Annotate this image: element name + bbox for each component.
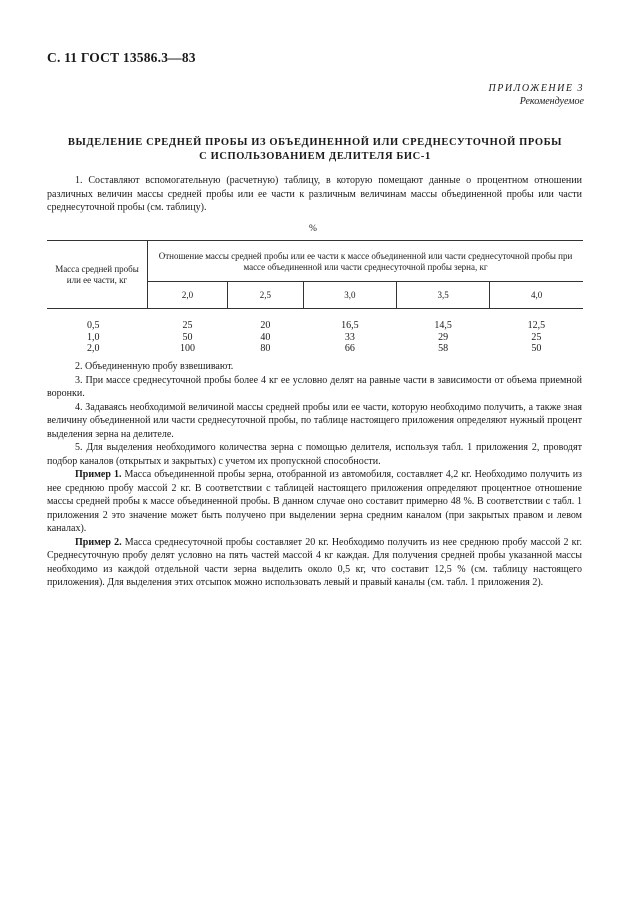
paragraph-1: 1. Составляют вспомогательную (расчетную) таблицу, в которую помещают данные о процентном отношении различных величин массы средней пробы или ее части к различным величинам массы объединенной пробы или части среднесуточной пробы (см. таблицу). [47,175,582,213]
values-cell [397,309,490,355]
values-cell [148,309,228,355]
mass-column-header: Масса средней пробы или ее части, кг [47,241,148,309]
example-1-text: Масса объединенной пробы зерна, отобранной из автомобиля, составляет 4,2 кг. Необходимо получить из нее среднюю пробу массой 2 кг. В соответствии с таблицей настоящего приложения определяют процентное отношение массы средней пробы к массе объединенной пробы. В данном случае оно составит примерно 48 %. В соответствии с табл. 1 приложения 2 это значение может быть получено при выделении зерна средним каналом (при закрытых правом и левом каналах). [47,469,582,534]
values-cell [490,309,583,355]
table-value: 25 [531,331,542,343]
column-header: 3,0 [303,282,396,309]
paragraph-2: 2. Объединенную пробу взвешивают. [75,361,234,372]
column-header: 2,0 [148,282,228,309]
title-line-1: ВЫДЕЛЕНИЕ СРЕДНЕЙ ПРОБЫ ИЗ ОБЪЕДИНЕННОЙ ИЛИ СРЕДНЕСУТОЧНОЙ ПРОБЫ [67,137,563,148]
table-value: 66 [344,343,355,354]
values-cell [227,309,303,355]
column-header: 2,5 [227,282,303,309]
mass-value: 1,0 [87,331,100,343]
mass-value: 2,0 [87,343,100,354]
paragraph-3: 3. При массе среднесуточной пробы более 4 кг ее условно делят на равные части в зависимости от объема приемной воронки. [47,374,582,399]
table-value: 25 [182,320,193,331]
table-value: 16,5 [341,320,359,331]
table-value: 40 [260,331,271,343]
table-value: 80 [260,343,271,354]
ratio-column-header: Отношение массы средней пробы или ее части к массе объединенной или части среднесуточной пробы при массе объединенной или части среднесуточной пробы зерна, кг [148,241,584,282]
document-title [40,136,590,164]
table-value: 50 [531,343,542,354]
table-value: 58 [438,343,449,354]
paragraph-4: 4. Задаваясь необходимой величиной массы средней пробы или ее части, которую необходимо получить, а также зная величину объединенной или части среднесуточной пробы, по таблице настоящего приложения определяют нужный процент выделения зерна на делителе. [47,401,582,440]
mass-values-cell [47,309,148,355]
paragraph-5: 5. Для выделения необходимого количества зерна с помощью делителя, используя табл. 1 приложения 2, проводят подбор каналов (открытых и закрытых) с учетом их пропускной способности. [47,442,582,467]
title-line-2: С ИСПОЛЬЗОВАНИЕМ ДЕЛИТЕЛЯ БИС-1 [199,151,431,162]
ratio-table [47,240,583,355]
values-cell [303,309,396,355]
table-value: 14,5 [434,320,452,331]
table-body-row [47,309,583,355]
mass-value: 0,5 [87,320,100,331]
table-value: 50 [182,331,193,343]
body-text [47,360,582,590]
example-1 [47,468,582,536]
table-value: 100 [179,343,195,354]
appendix-status: Рекомендуемое [519,96,584,107]
table-value: 20 [260,320,271,331]
column-header: 4,0 [490,282,583,309]
example-2 [47,536,582,590]
appendix-number: ПРИЛОЖЕНИЕ 3 [488,83,584,94]
example-2-text: Масса среднесуточной пробы составляет 20 кг. Необходимо получить из нее среднюю пробу массой 2 кг. Среднесуточную пробу делят условно на пять частей массой 4 кг каждая. Для получения средней пробы указанной массы необходимо из каждой отдельной части зерна выделить около 0,5 кг, что составит 12,5 % (см. таблицу настоящего приложения). Для выделения этих отсыпок можно использовать левый и правый каналы (см. табл. 1 приложения 2). [47,536,583,588]
table-value: 29 [438,331,449,343]
column-header: 3,5 [397,282,490,309]
table-unit: % [309,224,317,234]
table-value: 33 [344,331,355,343]
table-value: 12,5 [527,320,546,331]
example-1-label: Пример 1. [75,469,122,480]
example-2-label: Пример 2. [75,536,122,548]
page-header: С. 11 ГОСТ 13586.3—83 [47,50,196,65]
appendix-label [489,82,585,108]
